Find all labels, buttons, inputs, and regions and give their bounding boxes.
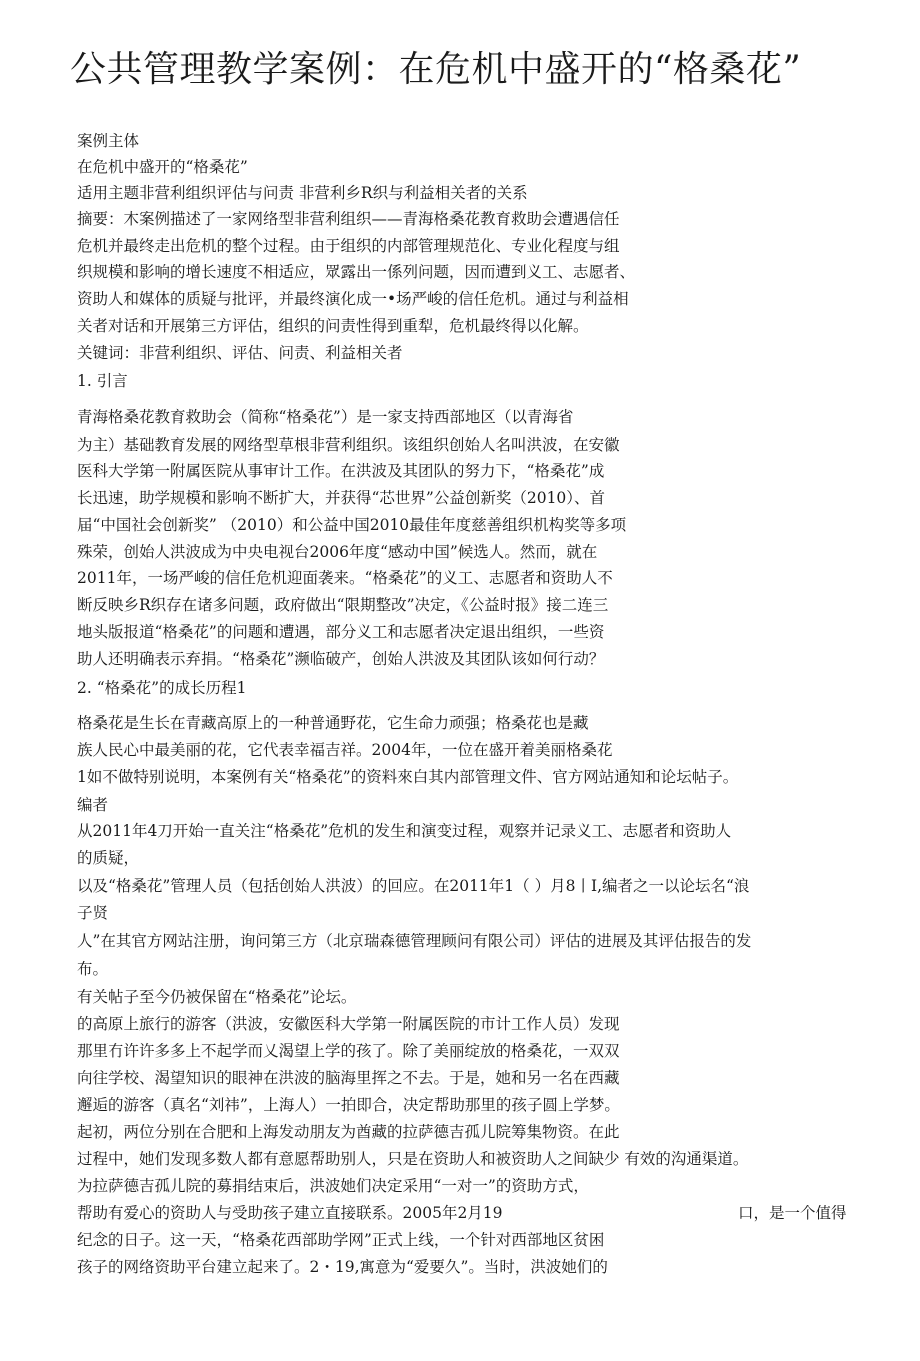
text-line: 过程中，她们发现多数人都有意愿帮助别人，只是在资助人和被资助人之间缺少 有效的沟通渠道。 xyxy=(77,1150,749,1168)
page-title: 公共管理教学案例：在危机中盛开的“格桑花” xyxy=(70,49,802,90)
text-line: 关键词：非营利组织、评估、问责、利益相关者 xyxy=(77,344,403,362)
text-line: 的高原上旅行的游客（洪波，安徽医科大学第一附属医院的市计工作人员）发现 xyxy=(77,1015,620,1033)
text-line: 帮助有爱心的资助人与受助孩子建立直接联系。2005年2月19 xyxy=(77,1204,503,1222)
text-line-fragment: 口，是一个值得 xyxy=(738,1204,847,1222)
text-line: 纪念的日子。这一天，“格桑花西部助学网”正式上线，一个针对西部地区贫困 xyxy=(77,1231,605,1249)
text-line: 那里冇许许多多上不起学而乂渴望上学的孩了。除了美丽绽放的格桑花，一双双 xyxy=(77,1042,620,1060)
footnote-line: 人”在其官方网站注册，询问第三方（北京瑞森德管理顾问有限公司）评估的进展及其评估报告的发 xyxy=(77,932,752,950)
section-heading: 1. 引言 xyxy=(77,372,128,390)
footnote-line: 从2011年4刀开始一直关注“格桑花”危机的发生和演变过程，观察并记录义工、志愿者和资助人 xyxy=(77,822,732,840)
text-line: 向往学校、渴望知识的眼神在洪波的脑海里挥之不去。于是，她和另一名在西藏 xyxy=(77,1069,620,1087)
text-line: 为拉萨德吉孤儿院的募捐结束后，洪波她们决定采用“一对一”的资助方式， xyxy=(77,1177,589,1195)
text-line: 殊荣，创始人洪波成为中央电视台2006年度“感动中国”候选人。然而，就在 xyxy=(77,543,598,561)
text-line: 危机并最终走出危机的整个过程。由于组织的内部管理规范化、专业化程度与组 xyxy=(77,237,620,255)
text-line: 格桑花是生长在青藏高原上的一种普通野花，它生命力顽强；格桑花也是藏 xyxy=(77,714,589,732)
footnote-line: 有关帖子至今仍被保留在“格桑花”论坛。 xyxy=(77,988,357,1006)
text-line: 地头版报道“格桑花”的问题和遭遇，部分义工和志愿者决定退出组织，一些资 xyxy=(77,623,605,641)
text-line: 织规模和影响的增长速度不相适应，眾露出一係列问题，因而遭到义工、志愿者、 xyxy=(77,263,636,281)
text-line: 2011年，一场严峻的信任危机迎面袭来。“格桑花”的义工、志愿者和资助人不 xyxy=(77,569,613,587)
footnote-line: 编者 xyxy=(77,796,109,814)
text-line: 案例主体 xyxy=(77,132,140,150)
footnote-line: 1如不做特别说明，本案例有关“格桑花”的资料來白其内部管理文件、官方网站通知和论坛帖子。 xyxy=(77,768,739,786)
footnote-line: 布。 xyxy=(77,960,109,978)
text-line: 孩子的网络资助平台建立起来了。2・19,寓意为“爱要久”。当时，洪波她们的 xyxy=(77,1258,608,1276)
text-line: 起初，两位分别在合肥和上海发动朋友为酋藏的拉萨德吉孤儿院筹集物资。在此 xyxy=(77,1123,620,1141)
text-line: 届“中国社会创新奖” （2010）和公益中国2010最佳年度慈善组织机构奖等多项 xyxy=(77,516,627,534)
text-line: 青海格桑花教育救助会（简称“格桑花”）是一家支持西部地区（以青海省 xyxy=(77,408,574,426)
text-line: 助人还明确表示弃捐。“格桑花”濒临破产，创始人洪波及其团队该如何行动？ xyxy=(77,650,605,668)
text-line: 适用主题非营利组织评估与问责 非营利乡R织与利益相关者的关系 xyxy=(77,184,528,202)
text-line: 关者对话和开展第三方评估，组织的问责性得到重犁，危机最终得以化解。 xyxy=(77,317,589,335)
text-line: 邂逅的游客（真名“刘祎”，上海人）一拍即合，决定帮助那里的孩子圆上学梦。 xyxy=(77,1096,620,1114)
text-line: 断反映乡R织存在诸多问题，政府做出“限期整改”决定，《公益时报》接二连三 xyxy=(77,596,609,614)
text-line: 摘要：木案例描述了一家网络型非营利组织——青海格桑花教育救助会遭遇信任 xyxy=(77,210,620,228)
footnote-line: 子贤 xyxy=(77,904,109,922)
text-line: 在危机中盛开的“格桑花” xyxy=(77,158,248,176)
section-heading: 2. “格桑花”的成长历程1 xyxy=(77,679,247,697)
text-line: 医科大学第一附属医院从事审计工作。在洪波及其团队的努力下，“格桑花”成 xyxy=(77,462,605,480)
text-line: 长迅速，助学规模和影响不断扩大，并获得“芯世界”公益创新奖（2010）、首 xyxy=(77,489,606,507)
text-line: 族人民心中最美丽的花，它代表幸福吉祥。2004年，一位在盛开着美丽格桑花 xyxy=(77,741,613,759)
text-line: 为主）基础教育发展的网络型草根非营利组织。该组织创始人名叫洪波，在安徽 xyxy=(77,436,620,454)
text-line: 资助人和媒体的质疑与批评，并最终演化成一•场严峻的信任危机。通过与利益相 xyxy=(77,290,629,308)
footnote-line: 的质疑， xyxy=(77,849,140,867)
footnote-line: 以及“格桑花”管理人员（包括创始人洪波）的回应。在2011年1（ ）月8丨I,编者之一以论坛名“浪 xyxy=(77,877,750,895)
